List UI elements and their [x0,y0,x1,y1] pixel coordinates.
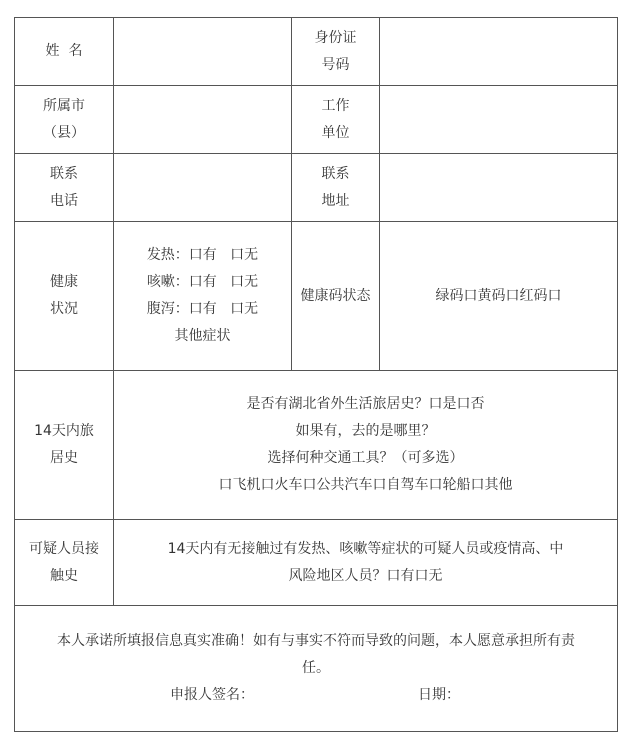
id-number-label: 身份证 号码 [292,18,380,86]
health-label: 健康 状况 [15,222,114,371]
diarrhea-option[interactable]: 腹泻：口有 口无 [146,301,259,317]
contact-options[interactable]: 风险地区人员？口有口无 [288,567,443,584]
row-pledge [15,606,618,732]
pledge-text-end: 任。 [302,660,330,676]
contact-question: 14天内有无接触过有发热、咳嗽等症状的可疑人员或疫情高、中 [167,540,564,557]
pledge-content [15,606,618,732]
health-code-options[interactable]: 绿码口黄码口红码口 [380,222,618,371]
cough-option[interactable]: 咳嗽：口有 口无 [146,274,259,290]
row-city [15,86,618,154]
transport-question: 选择何种交通工具？（可多选） [267,450,464,466]
fever-option[interactable]: 发热：口有 口无 [146,247,259,263]
id-number-field[interactable] [380,18,618,86]
outside-hubei-question[interactable]: 是否有湖北省外生活旅居史？口是口否 [246,396,485,412]
phone-label: 联系 电话 [15,154,114,222]
row-health [15,222,618,371]
name-label: 姓 名 [15,18,114,86]
city-field[interactable] [114,86,292,154]
row-travel [15,371,618,520]
other-symptoms-label: 其他症状 [174,328,231,344]
name-field[interactable] [114,18,292,86]
travel-history-label: 14天内旅 居史 [15,371,114,520]
symptoms-cell [114,222,292,371]
address-label: 联系 地址 [292,154,380,222]
work-unit-field[interactable] [380,86,618,154]
contact-history-label: 可疑人员接 触史 [15,520,114,606]
signature-date-line [19,682,613,709]
address-field[interactable] [380,154,618,222]
city-label: 所属市 （县） [15,86,114,154]
transport-options[interactable]: 口飞机口火车口公共汽车口自驾车口轮船口其他 [218,477,513,493]
phone-field[interactable] [114,154,292,222]
contact-history-content [114,520,618,606]
row-contact [15,154,618,222]
date-label: 日期： [418,687,460,703]
destination-question: 如果有，去的是哪里？ [295,423,436,439]
row-contact-history [15,520,618,606]
travel-history-content [114,371,618,520]
work-unit-label: 工作 单位 [292,86,380,154]
symptoms-list [147,242,258,323]
signature-label: 申报人签名： [170,687,254,703]
declaration-form-table [14,17,618,732]
pledge-text: 本人承诺所填报信息真实准确！如有与事实不符而导致的问题，本人愿意承担所有责 [57,633,575,649]
health-code-label: 健康码状态 [292,222,380,371]
row-name [15,18,618,86]
